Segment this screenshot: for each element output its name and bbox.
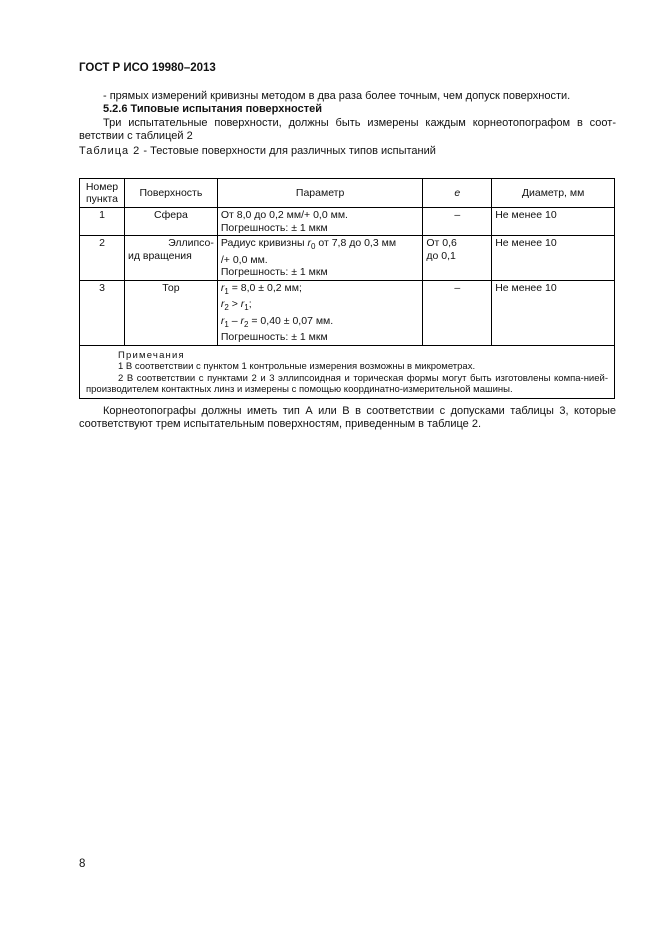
row2-surface <box>124 236 217 281</box>
row2-diameter: Не менее 10 <box>492 236 615 281</box>
row2-e-line2: до 0,1 <box>426 249 456 262</box>
row2-surface-line2: ид вращения <box>127 249 192 262</box>
row2-param <box>217 236 423 281</box>
header-diameter: Диаметр, мм <box>492 179 615 208</box>
row2-param-line1: Радиус кривизны $r_0$ от 7,8 до 0,3 мм <box>220 237 397 252</box>
row2-e <box>423 236 492 281</box>
notes-title: Примечания <box>118 349 185 361</box>
row3-param-line1: $r_1 = 8,0 \pm 0,2$ мм; <box>220 281 302 296</box>
row3-param <box>217 280 423 345</box>
paragraph-bottom-line2: соответствуют трем испытательным поверхностям, приведенным в таблице 2. <box>79 418 482 430</box>
section-text-line1: Три испытательные поверхности, должны быть измерены каждым корнеотопографом в соот- <box>103 117 616 129</box>
section-text-line2: ветствии с таблицей 2 <box>79 130 193 142</box>
header-surface: Поверхность <box>124 179 217 208</box>
row3-param-line2: $r_2 > r_1$; <box>220 298 252 313</box>
row1-e: – <box>423 208 492 236</box>
header-param: Параметр <box>217 179 423 208</box>
table-notes-row <box>80 345 615 398</box>
row1-diameter: Не менее 10 <box>492 208 615 236</box>
paragraph-bottom-line1: Корнеотопографы должны иметь тип А или В в соответствии с допусками таблицы 3, которые <box>103 405 616 417</box>
section-heading: 5.2.6 Типовые испытания поверхностей <box>103 103 322 115</box>
table-row <box>80 280 615 345</box>
row3-param-line4: Погрешность: ± 1 мкм <box>220 331 328 344</box>
row3-param-line3: $r_1 - r_2 = 0,40 \pm 0,07$ мм. <box>220 314 334 329</box>
table-notes <box>80 345 615 398</box>
table-row <box>80 208 615 236</box>
row3-surface: Тор <box>124 280 217 345</box>
note-1: 1 В соответствии с пунктом 1 контрольные измерения возможны в микрометрах. <box>118 361 476 373</box>
document-header: ГОСТ Р ИСО 19980–2013 <box>79 62 216 74</box>
row1-num: 1 <box>80 208 125 236</box>
header-num <box>80 179 125 208</box>
table-caption <box>79 145 436 158</box>
row3-diameter: Не менее 10 <box>492 280 615 345</box>
table-header-row <box>80 179 615 208</box>
row3-num: 3 <box>80 280 125 345</box>
page-number: 8 <box>79 858 86 870</box>
row2-e-line1: От 0,6 <box>426 237 457 249</box>
row1-surface: Сфера <box>124 208 217 236</box>
header-num-line1: Номер <box>85 180 119 193</box>
table-caption-label: Таблица 2 <box>79 145 141 157</box>
note-2: 2 В соответствии с пунктами 2 и 3 эллипсоидная и торическая формы могут быть изготовлены компа-нией-производителем контактных линз и измерены с помощью координатно-измерительной машины. <box>86 372 608 396</box>
row2-param-line3: Погрешность: ± 1 мкм <box>220 266 328 279</box>
row2-surface-line1: Эллипсо- <box>168 237 214 249</box>
header-e: e <box>423 179 492 208</box>
row3-e: – <box>423 280 492 345</box>
header-num-line2: пункта <box>85 193 118 205</box>
paragraph-top: - прямых измерений кривизны методом в два раза более точным, чем допуск поверхности. <box>103 90 571 102</box>
row1-param-line1: От 8,0 до 0,2 мм/+ 0,0 мм. <box>220 209 348 221</box>
row1-param-line2: Погрешность: ± 1 мкм <box>220 221 328 234</box>
surfaces-table <box>79 178 615 399</box>
table-caption-text: - Тестовые поверхности для различных типов испытаний <box>140 145 436 157</box>
table-row <box>80 236 615 281</box>
row1-param <box>217 208 423 236</box>
row2-param-line2: /+ 0,0 мм. <box>220 253 268 266</box>
row2-num: 2 <box>80 236 125 281</box>
